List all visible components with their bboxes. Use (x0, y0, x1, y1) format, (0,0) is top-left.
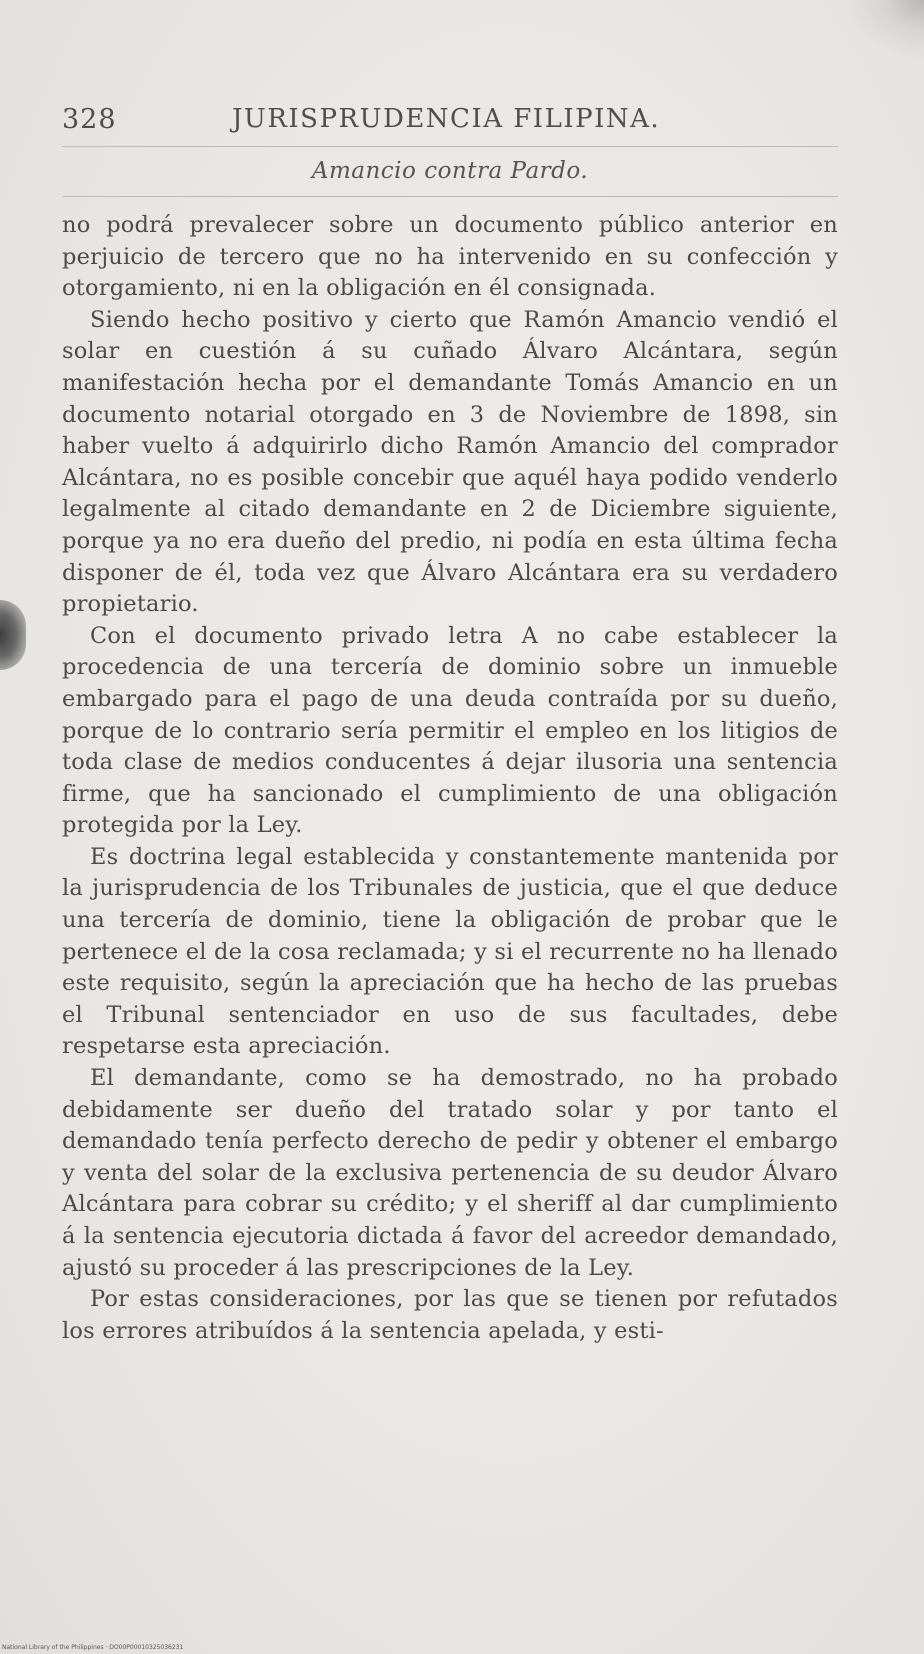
running-title: JURISPRUDENCIA FILIPINA. (232, 104, 661, 134)
paragraph: Con el documento privado letra A no cabe establecer la procedencia de una tercería de dominio sobre un inmueble embargado para el pago de una deuda contraída por su dueño, porque de lo contrario sería permitir el empleo en los litigios de toda clase de medios conducentes á dejar ilusoria una sentencia firme, que ha sancionado el cumplimiento de una obligación protegida por la Ley. (62, 622, 838, 839)
page-edge-mark (0, 600, 26, 670)
page-header (62, 104, 838, 144)
subtitle-rule (62, 196, 838, 197)
paragraph: Siendo hecho positivo y cierto que Ramón Amancio vendió el solar en cuestión á su cuñado Álvaro Alcántara, según manifestación hecha por el demandante Tomás Amancio en un documento notarial otorgado en 3 de Noviembre de 1898, sin haber vuelto á adquirirlo dicho Ramón Amancio del comprador Alcántara, no es posible concebir que aquél haya podido venderlo legalmente al citado demandante en 2 de Diciembre siguiente, porque ya no era dueño del predio, ni podía en esta última fecha disponer de él, toda vez que Álvaro Alcántara era su verdadero propietario. (62, 306, 838, 618)
paragraph: Por estas consideraciones, por las que se tienen por refutados los errores atribuídos á la sentencia apelada, y esti- (62, 1286, 838, 1344)
case-title: Amancio contra Pardo. (311, 158, 589, 184)
paragraph: El demandante, como se ha demostrado, no ha probado debidamente ser dueño del tratado solar y por tanto el demandado tenía perfecto derecho de pedir y obtener el embargo y venta del solar de la exclusiva pertenencia de su deudor Álvaro Alcántara para cobrar su crédito; y el sheriff al dar cumplimiento á la sentencia ejecutoria dictada á favor del acreedor demandado, ajustó su proceder á las prescripciones de la Ley. (62, 1065, 838, 1281)
page-number: 328 (62, 104, 117, 135)
paragraph-continuation: no podrá prevalecer sobre un documento público anterior en perjuicio de tercero que no ha intervenido en su confección y otorgamiento, ni en la obligación en él consignada. (62, 212, 838, 302)
header-rule (62, 146, 838, 147)
footer-credit: National Library of the Philippines · DO00P00010325036231 (2, 1644, 184, 1651)
page-corner-shadow (844, 0, 924, 60)
document-body (62, 210, 838, 1347)
paragraph: Es doctrina legal establecida y constantemente mantenida por la jurisprudencia de los Tribunales de justicia, que el que deduce una tercería de dominio, tiene la obligación de probar que le pertenece el de la cosa reclamada; y si el recurrente no ha llenado este requisito, según la apreciación que ha hecho de las pruebas el Tribunal sentenciador en uso de sus facultades, debe respetarse esta apreciación. (62, 843, 838, 1060)
